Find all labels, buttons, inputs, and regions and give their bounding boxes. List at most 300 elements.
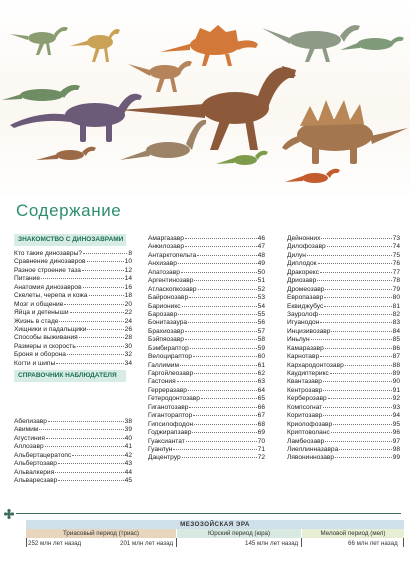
toc-leader-dots <box>320 271 392 273</box>
toc-entry-name: Гетеродонтозавр <box>148 395 200 403</box>
toc-leader-dots <box>325 347 392 349</box>
toc-entry-name: Дракорекс <box>287 268 320 276</box>
toc-entry-page: 50 <box>257 268 265 276</box>
toc-entry-page: 22 <box>124 309 132 317</box>
toc-entry-page: 86 <box>392 344 400 352</box>
toc-leader-dots <box>182 305 257 307</box>
toc-leader-dots <box>324 305 391 307</box>
toc-leader-dots <box>58 462 124 464</box>
toc-entry-name: Европазавр <box>287 294 324 302</box>
toc-entry <box>287 438 400 446</box>
toc-leader-dots <box>181 271 257 273</box>
toc-entry <box>148 421 265 429</box>
toc-entry-page: 65 <box>257 395 265 403</box>
toc-entry-page: 44 <box>124 468 132 476</box>
toc-entry <box>14 318 132 326</box>
toc-leader-dots <box>325 288 391 290</box>
toc-leader-dots <box>67 353 124 355</box>
toc-leader-dots <box>72 454 123 456</box>
toc-leader-dots <box>317 279 391 281</box>
toc-entry <box>287 328 400 336</box>
toc-entry <box>14 267 132 275</box>
section-header-guide: СПРАВОЧНИК НАБЛЮДАТЕЛЯ <box>14 370 126 382</box>
toc-entry-name: Дромеозавр <box>287 285 325 293</box>
toc-entry <box>287 454 400 462</box>
toc-entry-page: 53 <box>257 294 265 302</box>
toc-entry-page: 95 <box>392 420 400 428</box>
toc-entry-name: Игуанодон <box>287 319 320 327</box>
toc-entry-name: Квантазавр <box>287 378 322 386</box>
toc-entry-page: 48 <box>257 251 265 259</box>
toc-entry-page: 75 <box>392 251 400 259</box>
toc-entry-page: 72 <box>257 454 265 462</box>
toc-entry-page: 30 <box>124 342 132 350</box>
toc-entry-page: 40 <box>124 434 132 442</box>
toc-entry <box>148 252 265 260</box>
toc-leader-dots <box>87 260 124 262</box>
toc-entry-name: Антарктопельта <box>148 251 197 259</box>
toc-leader-dots <box>190 347 257 349</box>
toc-entry-page: 59 <box>257 344 265 352</box>
toc-entry-name: Анкилозавр <box>148 243 184 251</box>
toc-entry-name: Авимим <box>14 426 39 434</box>
toc-entry-name: Когти и шипы <box>14 359 56 367</box>
toc-entry-name: Кархародонтозавр <box>287 361 344 369</box>
toc-entry <box>148 243 265 251</box>
toc-entry <box>14 284 132 292</box>
toc-leader-dots <box>56 362 123 364</box>
toc-entry <box>287 243 400 251</box>
toc-entry-page: 85 <box>392 336 400 344</box>
toc-entry <box>14 360 132 368</box>
toc-entry-page: 41 <box>124 443 132 451</box>
toc-entry <box>14 418 132 426</box>
toc-leader-dots <box>320 321 391 323</box>
toc-entry-page: 26 <box>124 325 132 333</box>
toc-leader-dots <box>89 294 124 296</box>
toc-leader-dots <box>318 262 392 264</box>
toc-entry <box>148 429 265 437</box>
toc-leader-dots <box>48 420 124 422</box>
toc-entry-page: 69 <box>257 429 265 437</box>
toc-entry <box>287 303 400 311</box>
toc-entry-name: Гастония <box>148 378 176 386</box>
toc-entry <box>148 412 265 420</box>
toc-entry-name: Аллозавр <box>14 443 44 451</box>
toc-entry-name: Камаразавр <box>287 344 324 352</box>
toc-entry-page: 32 <box>124 351 132 359</box>
toc-entry-page: 10 <box>124 258 132 266</box>
toc-entry <box>14 469 132 477</box>
toc-entry <box>287 353 400 361</box>
toc-leader-dots <box>55 471 123 473</box>
toc-entry <box>287 404 400 412</box>
toc-entry-name: Байронозавр <box>148 294 189 302</box>
toc-leader-dots <box>46 437 124 439</box>
toc-entry-name: Агустиния <box>14 434 45 442</box>
toc-entry <box>287 362 400 370</box>
toc-entry-name: Альбертозавр <box>14 460 57 468</box>
toc-leader-dots <box>197 254 256 256</box>
toc-entry-page: 74 <box>392 243 400 251</box>
toc-entry-name: Хищники и падальщики <box>14 325 87 333</box>
toc-entry-page: 45 <box>124 477 132 485</box>
toc-entry <box>14 250 132 258</box>
toc-entry <box>148 286 265 294</box>
toc-entry-page: 66 <box>257 403 265 411</box>
toc-entry-page: 77 <box>392 268 400 276</box>
toc-entry-name: Дилофозавр <box>287 243 326 251</box>
toc-entry <box>148 446 265 454</box>
toc-entry-name: Апатозавр <box>148 268 180 276</box>
toc-entry-page: 97 <box>392 437 400 445</box>
toc-leader-dots <box>198 288 257 290</box>
toc-leader-dots <box>193 414 256 416</box>
toc-entry <box>14 334 132 342</box>
toc-entry <box>148 454 265 462</box>
toc-leader-dots <box>323 414 391 416</box>
toc-entry-page: 83 <box>392 319 400 327</box>
toc-leader-dots <box>39 428 123 430</box>
toc-entry-page: 58 <box>257 336 265 344</box>
toc-entry-page: 46 <box>257 235 265 242</box>
toc-leader-dots <box>311 338 392 340</box>
toc-entry <box>148 353 265 361</box>
toc-leader-dots <box>323 406 391 408</box>
toc-entry-page: 99 <box>392 454 400 462</box>
toc-entry <box>148 438 265 446</box>
toc-leader-dots <box>185 330 257 332</box>
time-label: 201 млн лет назад <box>120 540 174 547</box>
toc-entry-page: 87 <box>392 353 400 361</box>
time-label: 252 млн лет назад <box>28 540 82 547</box>
toc-entry-name: Гуаксиантат <box>148 437 185 445</box>
toc-entry-name: Аргентинозавр <box>148 277 194 285</box>
toc-leader-dots <box>188 389 257 391</box>
toc-entry-name: Велоцираптор <box>148 353 193 361</box>
toc-entry-name: Скелеты, черепа и кожа <box>14 292 88 300</box>
toc-leader-dots <box>194 279 256 281</box>
toc-column-guide <box>14 418 132 486</box>
toc-entry-name: Барионикс <box>148 302 181 310</box>
toc-leader-dots <box>58 479 123 481</box>
toc-leader-dots <box>185 245 257 247</box>
toc-entry <box>148 404 265 412</box>
toc-entry <box>148 311 265 319</box>
toc-entry <box>148 336 265 344</box>
toc-leader-dots <box>70 311 124 313</box>
toc-entry-page: 56 <box>257 319 265 327</box>
time-label: 145 млн лет назад <box>245 540 299 547</box>
toc-leader-dots <box>331 330 391 332</box>
toc-entry <box>14 275 132 283</box>
toc-entry-name: Бэйпяозавр <box>148 336 184 344</box>
toc-entry-page: 42 <box>124 451 132 459</box>
toc-entry <box>148 328 265 336</box>
toc-entry <box>287 286 400 294</box>
toc-entry <box>148 362 265 370</box>
toc-entry-page: 88 <box>392 361 400 369</box>
toc-entry-name: Бэмбираптор <box>148 344 189 352</box>
toc-entry-page: 94 <box>392 412 400 420</box>
toc-entry-name: Барозавр <box>148 310 178 318</box>
toc-entry-page: 63 <box>257 378 265 386</box>
toc-leader-dots <box>194 423 257 425</box>
toc-entry <box>148 294 265 302</box>
toc-entry-page: 47 <box>257 243 265 251</box>
toc-entry-page: 43 <box>124 460 132 468</box>
toc-leader-dots <box>178 313 257 315</box>
toc-entry-name: Лявониннозавр <box>287 454 335 462</box>
toc-entry <box>287 311 400 319</box>
toc-entry-name: Амаргазавр <box>148 235 184 242</box>
toc-leader-dots <box>83 286 124 288</box>
toc-entry <box>148 378 265 386</box>
toc-entry-page: 18 <box>124 292 132 300</box>
toc-entry-name: Лиеллинназавра <box>287 445 339 453</box>
toc-entry-name: Герреразавр <box>148 386 187 394</box>
toc-entry-name: Криптоволанс <box>287 429 330 437</box>
toc-entry-name: Криолофозавр <box>287 420 333 428</box>
toc-leader-dots <box>333 423 391 425</box>
toc-leader-dots <box>319 313 392 315</box>
toc-entry <box>287 370 400 378</box>
toc-entry-name: Альвалкерия <box>14 468 55 476</box>
toc-entry <box>287 277 400 285</box>
toc-entry <box>14 477 132 485</box>
toc-entry <box>148 303 265 311</box>
toc-leader-dots <box>177 380 257 382</box>
toc-entry <box>287 429 400 437</box>
toc-entry-page: 14 <box>124 275 132 283</box>
toc-leader-dots <box>307 254 392 256</box>
toc-entry-name: Компсогнат <box>287 403 323 411</box>
toc-entry <box>287 235 400 243</box>
flower-ornament-icon <box>4 509 14 519</box>
toc-leader-dots <box>77 345 124 347</box>
toc-entry-name: Годжирапзавр <box>148 429 192 437</box>
toc-leader-dots <box>173 448 256 450</box>
toc-entry-page: 67 <box>257 412 265 420</box>
toc-entry <box>14 343 132 351</box>
toc-leader-dots <box>328 397 392 399</box>
toc-entry-name: Диплодок <box>287 260 317 268</box>
toc-leader-dots <box>188 321 257 323</box>
toc-entry-name: Способы выживания <box>14 334 78 342</box>
toc-entry-name: Кто такие динозавры? <box>14 250 82 257</box>
footer-rule <box>16 513 401 514</box>
toc-leader-dots <box>189 296 257 298</box>
toc-entry-name: Альбертацератопс <box>14 451 72 459</box>
toc-entry-page: 70 <box>257 437 265 445</box>
toc-entry-name: Брахиозавр <box>148 327 185 335</box>
toc-entry-page: 91 <box>392 386 400 394</box>
toc-entry-page: 51 <box>257 277 265 285</box>
toc-entry <box>148 235 265 243</box>
toc-entry-name: Мозг и общение <box>14 300 64 308</box>
toc-entry-name: Жизнь в стаде <box>14 317 59 325</box>
toc-leader-dots <box>178 262 257 264</box>
toc-leader-dots <box>321 237 391 239</box>
toc-leader-dots <box>339 448 391 450</box>
toc-entry <box>148 277 265 285</box>
toc-entry-name: Еквиджубус <box>287 302 324 310</box>
toc-entry-page: 62 <box>257 370 265 377</box>
toc-leader-dots <box>41 277 124 279</box>
dinosaur-artwork <box>0 0 410 200</box>
toc-entry-page: 57 <box>257 327 265 335</box>
toc-leader-dots <box>320 355 392 357</box>
toc-entry <box>287 395 400 403</box>
toc-entry-page: 12 <box>124 266 132 274</box>
toc-entry-page: 76 <box>392 260 400 268</box>
toc-entry-page: 68 <box>257 420 265 428</box>
toc-entry <box>148 269 265 277</box>
toc-entry-page: 81 <box>392 302 400 310</box>
toc-leader-dots <box>194 372 257 374</box>
toc-leader-dots <box>180 364 257 366</box>
time-label: 66 млн лет назад <box>348 540 398 547</box>
toc-entry-name: Керберозавр <box>287 395 327 403</box>
toc-entry-page: 28 <box>124 334 132 342</box>
toc-entry-page: 80 <box>392 294 400 302</box>
toc-entry <box>287 260 400 268</box>
period-triassic: Триасовый период (триас) <box>26 529 176 538</box>
toc-leader-dots <box>83 252 127 254</box>
toc-entry-name: Дацентрур <box>148 454 181 462</box>
toc-entry-page: 73 <box>392 235 400 242</box>
toc-leader-dots <box>87 328 123 330</box>
toc-entry <box>148 260 265 268</box>
toc-entry <box>14 443 132 451</box>
toc-entry-page: 90 <box>392 378 400 386</box>
toc-entry-name: Галлимим <box>148 361 179 369</box>
toc-entry-name: Анатомия динозавров <box>14 283 82 291</box>
toc-entry <box>14 309 132 317</box>
toc-leader-dots <box>79 336 124 338</box>
mesozoic-timeline <box>26 520 404 550</box>
toc-column-2 <box>148 235 265 463</box>
toc-entry-page: 34 <box>124 359 132 367</box>
toc-entry-page: 24 <box>124 317 132 325</box>
toc-entry <box>148 319 265 327</box>
toc-entry-name: Кентрозавр <box>287 386 323 394</box>
toc-entry-page: 98 <box>392 445 400 453</box>
toc-entry-page: 39 <box>124 426 132 434</box>
toc-entry-name: Ламбеозавр <box>287 437 325 445</box>
toc-entry <box>148 345 265 353</box>
toc-entry <box>14 426 132 434</box>
period-cretaceous: Меловой период (мел) <box>301 529 404 538</box>
toc-entry <box>287 421 400 429</box>
toc-leader-dots <box>323 389 391 391</box>
period-jurassic: Юрский период (юра) <box>176 529 301 538</box>
toc-entry-page: 84 <box>392 327 400 335</box>
toc-entry-page: 49 <box>257 260 265 268</box>
toc-entry-name: Бонитазаура <box>148 319 188 327</box>
toc-leader-dots <box>182 456 257 458</box>
toc-leader-dots <box>345 364 392 366</box>
toc-entry-name: Коритозавр <box>287 412 323 420</box>
toc-column-intro <box>14 250 132 368</box>
toc-entry-name: Гуанлун <box>148 445 173 453</box>
toc-entry <box>148 387 265 395</box>
toc-entry-page: 60 <box>257 353 265 361</box>
toc-entry-page: 96 <box>392 429 400 437</box>
toc-entry <box>287 336 400 344</box>
toc-entry-page: 89 <box>392 370 400 377</box>
toc-entry-name: Иньлун <box>287 336 310 344</box>
toc-leader-dots <box>192 431 256 433</box>
toc-entry <box>287 294 400 302</box>
toc-entry-name: Размеры и скорость <box>14 342 76 350</box>
toc-entry-name: Дилун <box>287 251 306 259</box>
toc-leader-dots <box>323 380 392 382</box>
dinosaur-illustration <box>0 0 410 200</box>
toc-entry-name: Зауролоф <box>287 310 319 318</box>
toc-entry <box>287 269 400 277</box>
toc-entry <box>287 446 400 454</box>
era-times <box>26 539 404 548</box>
toc-entry <box>287 412 400 420</box>
toc-leader-dots <box>64 303 123 305</box>
toc-entry-name: Каудиптерикс <box>287 370 329 377</box>
toc-entry-page: 16 <box>124 283 132 291</box>
section-header-intro: ЗНАКОМСТВО С ДИНОЗАВРАМИ <box>14 234 126 246</box>
toc-leader-dots <box>185 237 257 239</box>
toc-entry-page: 61 <box>257 361 265 369</box>
toc-entry-name: Гаргойлеозавр <box>148 370 194 377</box>
toc-entry <box>14 435 132 443</box>
toc-leader-dots <box>325 440 391 442</box>
toc-entry <box>14 351 132 359</box>
toc-entry <box>287 345 400 353</box>
toc-leader-dots <box>324 296 391 298</box>
toc-leader-dots <box>193 355 257 357</box>
toc-leader-dots <box>185 338 257 340</box>
toc-entry <box>14 258 132 266</box>
toc-entry-page: 92 <box>392 395 400 403</box>
toc-entry-page: 71 <box>257 445 265 453</box>
toc-leader-dots <box>59 320 123 322</box>
toc-entry <box>14 460 132 468</box>
toc-entry-page: 64 <box>257 386 265 394</box>
toc-entry-name: Гигантораптор <box>148 412 193 420</box>
toc-entry <box>287 319 400 327</box>
toc-leader-dots <box>330 372 392 374</box>
toc-leader-dots <box>327 245 392 247</box>
era-periods <box>26 529 404 538</box>
toc-entry <box>14 301 132 309</box>
toc-leader-dots <box>186 440 257 442</box>
toc-entry-name: Броня и оборона <box>14 351 66 359</box>
page-title: Содержание <box>16 201 122 220</box>
era-title: МЕЗОЗОЙСКАЯ ЭРА <box>26 520 404 529</box>
toc-entry <box>287 252 400 260</box>
toc-entry-name: Дриозавр <box>287 277 317 285</box>
toc-entry <box>14 292 132 300</box>
toc-entry-page: 55 <box>257 310 265 318</box>
toc-entry <box>287 378 400 386</box>
toc-leader-dots <box>82 269 124 271</box>
toc-entry-name: Альваресзавр <box>14 477 58 485</box>
toc-entry <box>148 370 265 378</box>
toc-leader-dots <box>45 445 124 447</box>
toc-entry-name: Инцизивозавр <box>287 327 331 335</box>
toc-entry <box>148 395 265 403</box>
toc-entry-name: Атласкопкозавр <box>148 285 197 293</box>
toc-entry-page: 54 <box>257 302 265 310</box>
